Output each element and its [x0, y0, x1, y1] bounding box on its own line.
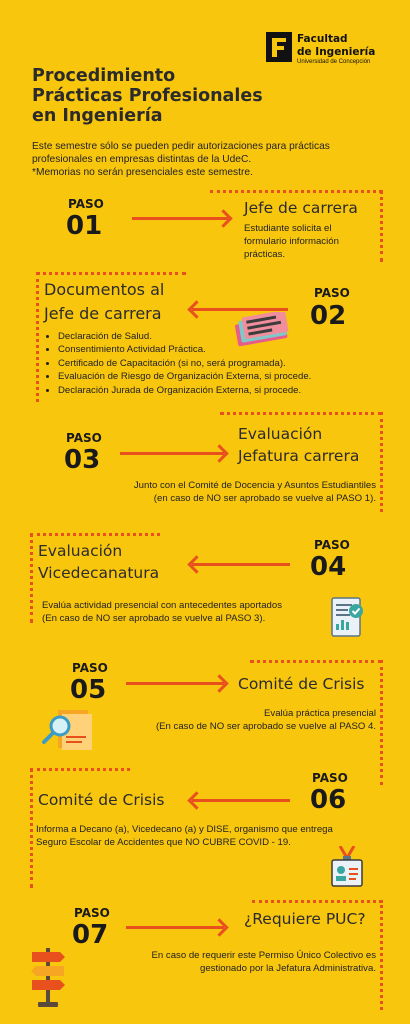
faculty-logo-icon [266, 32, 292, 62]
step-1-heading: Jefe de carrera [244, 199, 358, 217]
connector-dots [380, 190, 383, 262]
step-4-label: PASO [314, 538, 350, 552]
step-1-label: PASO [68, 197, 104, 211]
list-item: • Declaración de Salud. [58, 330, 372, 343]
connector-dots [252, 900, 382, 903]
step-2-heading: Documentos al Jefe de carrera [44, 280, 165, 323]
step-3-description: Junto con el Comité de Docencia y Asuntos Estudiantiles (en caso de NO ser aprobado se vuelve al PASO 1). [133, 480, 376, 504]
arrow-right [132, 217, 228, 220]
logo-line-2: de Ingeniería [297, 46, 376, 58]
step-3-label: PASO [66, 431, 102, 445]
connector-dots [30, 533, 160, 536]
step-5-description: Evalúa práctica presencial (En caso de NO ser aprobado se vuelve al PASO 4. [155, 708, 376, 732]
connector-dots [380, 900, 383, 1010]
step-3-number: 03 [64, 445, 101, 475]
connector-dots [250, 660, 382, 663]
step-4-description: Evalúa actividad presencial con antecedentes aportados (En caso de NO ser aprobado se vuelve al PASO 3). [42, 600, 283, 624]
arrow-left [192, 563, 290, 566]
arrow-right [126, 682, 224, 685]
step-1-number: 01 [66, 211, 103, 241]
intro-text: Este semestre sólo se pueden pedir autorizaciones para prácticas profesionales en empresas distintas de la UdeC. *Memorias no serán presenciales este semestre. [32, 141, 330, 178]
step-2-label: PASO [314, 286, 350, 300]
connector-dots [30, 533, 33, 623]
logo-line-3: Universidad de Concepción [297, 59, 371, 65]
step-5-label: PASO [72, 661, 108, 675]
connector-dots [36, 272, 39, 402]
step-7-number: 07 [72, 920, 109, 950]
signpost-icon [28, 946, 68, 1008]
list-item: • Declaración Jurada de Organización Externa, si procede. [58, 384, 372, 397]
list-item: • Certificado de Capacitación (si no, será programada). [58, 357, 372, 370]
step-4-number: 04 [310, 552, 347, 582]
step-6-label: PASO [312, 771, 348, 785]
step-7-description: En caso de requerir este Permiso Único Colectivo es gestionado por la Jefatura Administrativa. [151, 950, 376, 974]
step-3-heading: Evaluación Jefatura carrera [238, 425, 360, 465]
list-item: • Evaluación de Riesgo de Organización Externa, si procede. [58, 370, 372, 383]
search-document-icon [42, 708, 94, 752]
step-2-requirements [42, 330, 372, 397]
step-2-number: 02 [310, 301, 347, 331]
logo-line-1: Facultad [297, 33, 348, 45]
step-6-description: Informa a Decano (a), Vicedecano (a) y DISE, organismo que entrega Seguro Escolar de Accidentes que NO CUBRE COVID - 19. [36, 824, 333, 848]
arrow-right [120, 452, 224, 455]
id-badge-icon [330, 846, 364, 888]
arrow-left [192, 799, 290, 802]
step-7-heading: ¿Requiere PUC? [244, 910, 366, 928]
step-7-label: PASO [74, 906, 110, 920]
arrow-right [126, 926, 224, 929]
step-6-heading: Comité de Crisis [38, 791, 165, 809]
step-4-heading: Evaluación Vicedecanatura [38, 542, 160, 582]
connector-dots [380, 660, 383, 785]
connector-dots [30, 768, 33, 888]
step-6-number: 06 [310, 785, 347, 815]
connector-dots [30, 768, 130, 771]
connector-dots [36, 272, 186, 275]
connector-dots [380, 412, 383, 512]
list-item: • Consentimiento Actividad Práctica. [58, 343, 372, 356]
clipboard-check-icon [330, 596, 366, 638]
step-1-description: Estudiante solicita el formulario información prácticas. [244, 223, 339, 260]
connector-dots [220, 412, 382, 415]
arrow-left [192, 308, 288, 311]
connector-dots [210, 190, 382, 193]
step-5-heading: Comité de Crisis [238, 675, 365, 693]
step-5-number: 05 [70, 675, 107, 705]
page-title: Procedimiento Prácticas Profesionales en Ingeniería [32, 66, 263, 126]
